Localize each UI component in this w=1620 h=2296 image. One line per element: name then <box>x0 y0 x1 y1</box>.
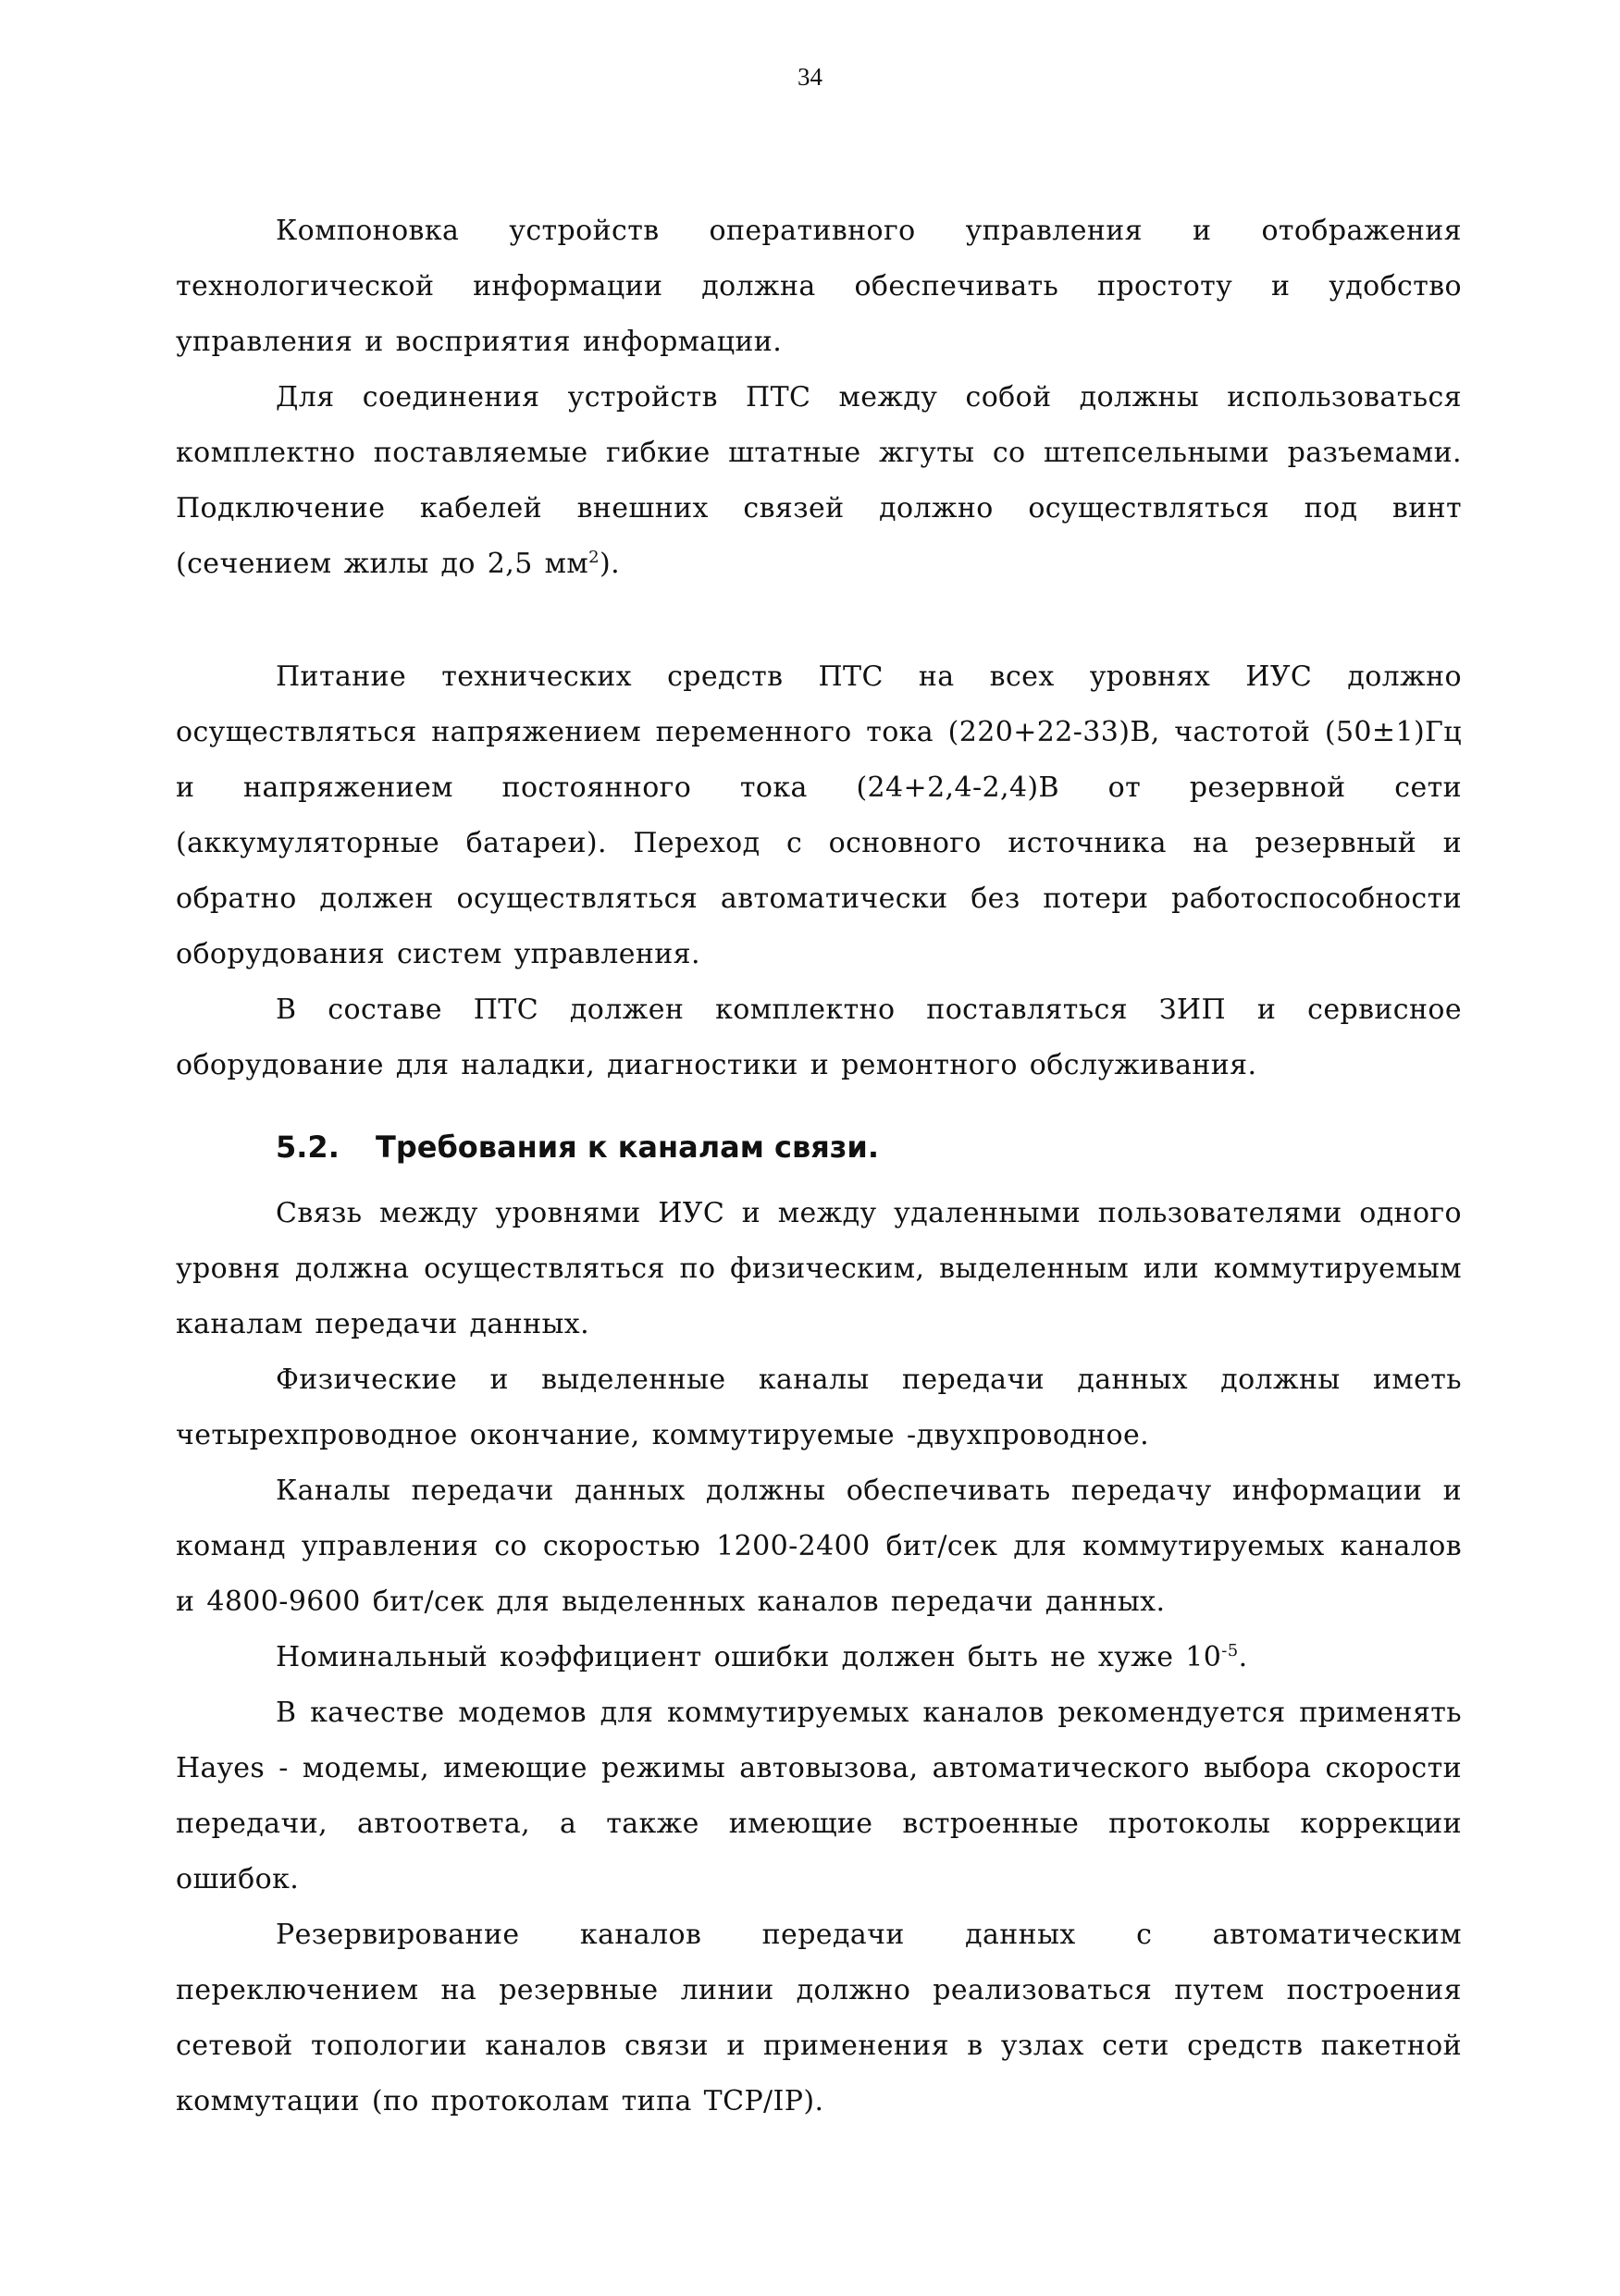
section-heading <box>176 1119 1462 1175</box>
paragraph-error-rate-text: Номинальный коэффициент ошибки должен быть не хуже 10 <box>276 1641 1222 1673</box>
paragraph-layout: Компоновка устройств оперативного управления и отображения технологической информации должна обеспечивать простоту и удобство управления и восприятия информации. <box>176 215 1462 358</box>
paragraph-redundancy: Резервирование каналов передачи данных с автоматическим переключением на резервные линии должно реализоваться путем построения сетевой топологии каналов связи и применения в узлах сети средств пакетной коммутации (по протоколам типа TCP/IP). <box>176 1919 1462 2117</box>
superscript-square: 2 <box>588 548 600 567</box>
paragraph-transmission-speed: Каналы передачи данных должны обеспечивать передачу информации и команд управления со скоростью 1200-2400 бит/сек для коммутируемых каналов и 4800-9600 бит/сек для выделенных каналов передачи данных. <box>176 1475 1462 1618</box>
section-title: Требования к каналам связи. <box>376 1129 879 1165</box>
superscript-exponent: -5 <box>1221 1641 1239 1660</box>
paragraph-error-rate-tail: . <box>1238 1641 1248 1673</box>
paragraph-modems: В качестве модемов для коммутируемых каналов рекомендуется применять Hayes - модемы, имеющие режимы автовызова, автоматического выбора скорости передачи, автоответа, а также имеющие встроенные протоколы коррекции ошибок. <box>176 1697 1462 1895</box>
paragraph-connections-text: Для соединения устройств ПТС между собой должны использоваться комплектно поставляемые гибкие штатные жгуты со штепсельными разъемами. Подключение кабелей внешних связей должно осуществляться под винт (сечением жилы до 2,5 мм <box>176 381 1462 580</box>
paragraph-connections-tail: ). <box>599 548 621 580</box>
paragraph-communication-levels: Связь между уровнями ИУС и между удаленными пользователями одного уровня должна осуществляться по физическим, выделенным или коммутируемым каналам передачи данных. <box>176 1197 1462 1340</box>
paragraph-spare-parts: В составе ПТС должен комплектно поставляться ЗИП и сервисное оборудование для наладки, диагностики и ремонтного обслуживания. <box>176 994 1462 1081</box>
paragraph-connections <box>176 370 1462 592</box>
paragraph-power-supply: Питание технических средств ПТС на всех уровнях ИУС должно осуществляться напряжением переменного тока (220+22-33)В, частотой (50±1)Гц и напряжением постоянного тока (24+2,4-2,4)В от резервной сети (аккумуляторные батареи). Переход с основного источника на резервный и обратно должен осуществляться автоматически без потери работоспособности оборудования систем управления. <box>176 660 1462 970</box>
page-number: 34 <box>798 63 822 91</box>
paragraph-channel-termination: Физические и выделенные каналы передачи данных должны иметь четырехпроводное окончание, коммутируемые -двухпроводное. <box>176 1364 1462 1451</box>
document-body <box>176 204 1462 2129</box>
paragraph-error-rate <box>176 1630 1462 1685</box>
section-number: 5.2. <box>276 1129 340 1165</box>
